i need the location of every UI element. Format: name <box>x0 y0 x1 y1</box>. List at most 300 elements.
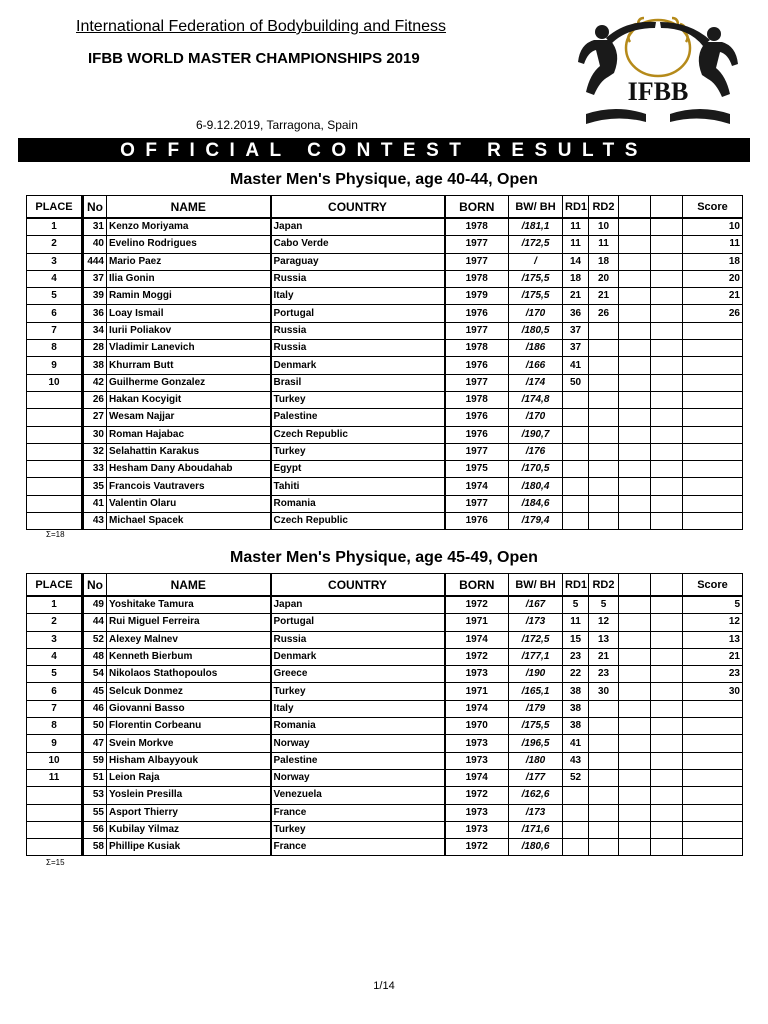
blank-cell <box>619 648 651 665</box>
blank-cell <box>619 236 651 253</box>
born-cell: 1976 <box>445 409 509 426</box>
bw-cell: /165,1 <box>509 683 563 700</box>
bw-cell: /177,1 <box>509 648 563 665</box>
name-header: NAME <box>107 574 271 597</box>
blank-cell <box>619 270 651 287</box>
results-table <box>26 573 743 856</box>
place-cell: 6 <box>27 683 83 700</box>
bw-cell: /184,6 <box>509 495 563 512</box>
place-cell <box>27 443 83 460</box>
blank-cell <box>651 426 683 443</box>
table-row <box>27 821 743 838</box>
score-cell: 23 <box>683 666 743 683</box>
rd2-cell: 26 <box>589 305 619 322</box>
country-cell: Paraguay <box>271 253 445 270</box>
results-table <box>26 195 743 530</box>
no-cell: 27 <box>83 409 107 426</box>
country-cell: Portugal <box>271 614 445 631</box>
name-cell: Roman Hajabac <box>107 426 271 443</box>
place-header: PLACE <box>27 196 83 219</box>
name-cell: Valentin Olaru <box>107 495 271 512</box>
born-cell: 1973 <box>445 752 509 769</box>
rd2-cell <box>589 357 619 374</box>
rd2-cell <box>589 718 619 735</box>
born-cell: 1975 <box>445 461 509 478</box>
place-cell <box>27 409 83 426</box>
born-cell: 1971 <box>445 614 509 631</box>
name-cell: Nikolaos Stathopoulos <box>107 666 271 683</box>
no-cell: 32 <box>83 443 107 460</box>
country-cell: Japan <box>271 596 445 614</box>
blank-header <box>619 196 651 219</box>
blank-cell <box>651 357 683 374</box>
venue-date: 6-9.12.2019, Tarragona, Spain <box>196 118 358 132</box>
score-cell <box>683 735 743 752</box>
bw-cell: /180,4 <box>509 478 563 495</box>
place-cell <box>27 426 83 443</box>
born-cell: 1973 <box>445 804 509 821</box>
name-cell: Vladimir Lanevich <box>107 340 271 357</box>
blank-cell <box>651 752 683 769</box>
no-cell: 56 <box>83 821 107 838</box>
blank-cell <box>651 718 683 735</box>
born-cell: 1974 <box>445 769 509 786</box>
no-cell: 28 <box>83 340 107 357</box>
blank-cell <box>651 391 683 408</box>
blank-cell <box>651 683 683 700</box>
no-cell: 40 <box>83 236 107 253</box>
name-cell: Svein Morkve <box>107 735 271 752</box>
table-row <box>27 495 743 512</box>
category-title: Master Men's Physique, age 40-44, Open <box>230 171 538 188</box>
score-cell <box>683 495 743 512</box>
name-cell: Giovanni Basso <box>107 700 271 717</box>
rd2-cell <box>589 787 619 804</box>
rd2-cell <box>589 340 619 357</box>
bw-cell: /172,5 <box>509 631 563 648</box>
score-header: Score <box>683 196 743 219</box>
table-row <box>27 288 743 305</box>
name-cell: Kubilay Yilmaz <box>107 821 271 838</box>
country-cell: Norway <box>271 735 445 752</box>
bw-cell: /170,5 <box>509 461 563 478</box>
table-row <box>27 340 743 357</box>
bw-cell: /179,4 <box>509 513 563 530</box>
score-cell <box>683 340 743 357</box>
blank-cell <box>651 461 683 478</box>
country-cell: France <box>271 804 445 821</box>
score-cell: 26 <box>683 305 743 322</box>
blank-cell <box>651 666 683 683</box>
blank-cell <box>619 374 651 391</box>
table-row <box>27 426 743 443</box>
bw-cell: /176 <box>509 443 563 460</box>
place-cell <box>27 804 83 821</box>
score-header: Score <box>683 574 743 597</box>
blank-cell <box>619 683 651 700</box>
table-row <box>27 735 743 752</box>
table-row <box>27 322 743 339</box>
blank-cell <box>619 391 651 408</box>
bw-cell: /167 <box>509 596 563 614</box>
country-cell: Denmark <box>271 648 445 665</box>
table-row <box>27 596 743 614</box>
country-cell: Turkey <box>271 683 445 700</box>
place-cell: 10 <box>27 374 83 391</box>
country-cell: France <box>271 839 445 856</box>
rd1-cell <box>563 839 589 856</box>
blank-cell <box>619 461 651 478</box>
bw-cell: /190 <box>509 666 563 683</box>
rd2-cell <box>589 752 619 769</box>
table-row <box>27 236 743 253</box>
country-cell: Russia <box>271 270 445 287</box>
score-cell: 11 <box>683 236 743 253</box>
place-cell: 9 <box>27 357 83 374</box>
rd2-cell: 10 <box>589 218 619 236</box>
blank-header <box>619 574 651 597</box>
born-cell: 1978 <box>445 340 509 357</box>
born-cell: 1979 <box>445 288 509 305</box>
rd1-cell: 18 <box>563 270 589 287</box>
table-row <box>27 666 743 683</box>
table-row <box>27 461 743 478</box>
blank-cell <box>619 631 651 648</box>
place-cell <box>27 495 83 512</box>
place-cell: 5 <box>27 288 83 305</box>
score-cell <box>683 443 743 460</box>
score-cell: 20 <box>683 270 743 287</box>
bw-cell: /162,6 <box>509 787 563 804</box>
blank-cell <box>619 787 651 804</box>
rd2-cell: 18 <box>589 253 619 270</box>
bw-cell: / <box>509 253 563 270</box>
table-row <box>27 513 743 530</box>
table-row <box>27 443 743 460</box>
rd2-cell: 30 <box>589 683 619 700</box>
name-cell: Kenzo Moriyama <box>107 218 271 236</box>
table-row <box>27 718 743 735</box>
name-cell: Selahattin Karakus <box>107 443 271 460</box>
country-cell: Denmark <box>271 357 445 374</box>
blank-cell <box>651 769 683 786</box>
place-header: PLACE <box>27 574 83 597</box>
place-cell: 11 <box>27 769 83 786</box>
name-cell: Iurii Poliakov <box>107 322 271 339</box>
rd2-cell: 12 <box>589 614 619 631</box>
place-cell: 3 <box>27 631 83 648</box>
rd2-cell <box>589 839 619 856</box>
blank-cell <box>651 648 683 665</box>
score-cell <box>683 752 743 769</box>
rd2-cell <box>589 461 619 478</box>
place-cell: 1 <box>27 218 83 236</box>
no-cell: 45 <box>83 683 107 700</box>
place-cell <box>27 839 83 856</box>
rd1-cell: 37 <box>563 340 589 357</box>
blank-cell <box>619 769 651 786</box>
rd2-cell <box>589 478 619 495</box>
born-header: BORN <box>445 574 509 597</box>
place-cell: 4 <box>27 270 83 287</box>
blank-cell <box>651 839 683 856</box>
rd2-cell: 21 <box>589 288 619 305</box>
place-cell: 7 <box>27 700 83 717</box>
rd1-cell <box>563 787 589 804</box>
blank-cell <box>651 700 683 717</box>
no-cell: 58 <box>83 839 107 856</box>
name-cell: Wesam Najjar <box>107 409 271 426</box>
table-row <box>27 218 743 236</box>
blank-cell <box>619 253 651 270</box>
bw-cell: /173 <box>509 804 563 821</box>
score-cell <box>683 374 743 391</box>
bw-header: BW/ BH <box>509 196 563 219</box>
blank-cell <box>619 322 651 339</box>
no-cell: 38 <box>83 357 107 374</box>
rd2-cell: 5 <box>589 596 619 614</box>
score-cell <box>683 409 743 426</box>
rd2-cell: 20 <box>589 270 619 287</box>
rd2-cell <box>589 700 619 717</box>
country-header: COUNTRY <box>271 196 445 219</box>
rd2-cell <box>589 804 619 821</box>
rd2-cell: 11 <box>589 236 619 253</box>
born-cell: 1974 <box>445 700 509 717</box>
rd1-cell <box>563 821 589 838</box>
bw-cell: /180,6 <box>509 839 563 856</box>
blank-cell <box>651 804 683 821</box>
score-cell <box>683 461 743 478</box>
table-row <box>27 270 743 287</box>
rd1-cell: 43 <box>563 752 589 769</box>
blank-cell <box>619 666 651 683</box>
score-cell: 21 <box>683 648 743 665</box>
born-cell: 1976 <box>445 426 509 443</box>
rd1-cell <box>563 513 589 530</box>
no-cell: 49 <box>83 596 107 614</box>
name-cell: Florentin Corbeanu <box>107 718 271 735</box>
blank-cell <box>619 700 651 717</box>
rd1-cell: 38 <box>563 718 589 735</box>
country-cell: Tahiti <box>271 478 445 495</box>
country-cell: Russia <box>271 340 445 357</box>
rd1-header: RD1 <box>563 574 589 597</box>
bw-cell: /181,1 <box>509 218 563 236</box>
rd1-cell <box>563 461 589 478</box>
name-cell: Yoshitake Tamura <box>107 596 271 614</box>
blank-cell <box>619 495 651 512</box>
name-cell: Ilia Gonin <box>107 270 271 287</box>
rd2-cell <box>589 821 619 838</box>
no-cell: 50 <box>83 718 107 735</box>
name-cell: Kenneth Bierbum <box>107 648 271 665</box>
born-cell: 1978 <box>445 391 509 408</box>
bw-cell: /186 <box>509 340 563 357</box>
rd2-cell <box>589 409 619 426</box>
name-cell: Alexey Malnev <box>107 631 271 648</box>
born-cell: 1977 <box>445 253 509 270</box>
no-cell: 53 <box>83 787 107 804</box>
place-cell: 4 <box>27 648 83 665</box>
country-cell: Japan <box>271 218 445 236</box>
country-cell: Turkey <box>271 821 445 838</box>
blank-cell <box>619 340 651 357</box>
bw-cell: /196,5 <box>509 735 563 752</box>
bw-cell: /170 <box>509 409 563 426</box>
country-cell: Brasil <box>271 374 445 391</box>
born-cell: 1973 <box>445 821 509 838</box>
rd1-cell: 5 <box>563 596 589 614</box>
rd2-cell: 21 <box>589 648 619 665</box>
no-cell: 59 <box>83 752 107 769</box>
blank-cell <box>651 305 683 322</box>
rd1-cell: 11 <box>563 236 589 253</box>
table-row <box>27 391 743 408</box>
no-cell: 47 <box>83 735 107 752</box>
table-row <box>27 752 743 769</box>
score-cell: 10 <box>683 218 743 236</box>
bw-cell: /171,6 <box>509 821 563 838</box>
no-cell: 41 <box>83 495 107 512</box>
blank-cell <box>619 821 651 838</box>
country-cell: Russia <box>271 631 445 648</box>
country-cell: Venezuela <box>271 787 445 804</box>
sigma-total: Σ=18 <box>46 530 65 539</box>
blank-cell <box>619 305 651 322</box>
name-cell: Hakan Kocyigit <box>107 391 271 408</box>
name-cell: Khurram Butt <box>107 357 271 374</box>
place-cell: 8 <box>27 718 83 735</box>
blank-cell <box>651 218 683 236</box>
score-cell <box>683 322 743 339</box>
no-cell: 54 <box>83 666 107 683</box>
blank-cell <box>651 735 683 752</box>
place-cell: 6 <box>27 305 83 322</box>
name-cell: Hesham Dany Aboudahab <box>107 461 271 478</box>
blank-header <box>651 574 683 597</box>
name-cell: Ramin Moggi <box>107 288 271 305</box>
table-row <box>27 357 743 374</box>
rd1-cell: 50 <box>563 374 589 391</box>
born-cell: 1977 <box>445 374 509 391</box>
no-cell: 36 <box>83 305 107 322</box>
table-row <box>27 769 743 786</box>
country-cell: Portugal <box>271 305 445 322</box>
score-cell <box>683 804 743 821</box>
rd2-cell <box>589 443 619 460</box>
country-cell: Czech Republic <box>271 426 445 443</box>
rd1-cell: 52 <box>563 769 589 786</box>
no-cell: 52 <box>83 631 107 648</box>
blank-cell <box>619 426 651 443</box>
blank-cell <box>651 631 683 648</box>
bw-cell: /174,8 <box>509 391 563 408</box>
blank-cell <box>619 718 651 735</box>
place-cell: 5 <box>27 666 83 683</box>
country-cell: Russia <box>271 322 445 339</box>
name-cell: Michael Spacek <box>107 513 271 530</box>
place-cell: 10 <box>27 752 83 769</box>
blank-cell <box>619 735 651 752</box>
born-cell: 1977 <box>445 236 509 253</box>
table-row <box>27 253 743 270</box>
no-cell: 39 <box>83 288 107 305</box>
place-cell <box>27 821 83 838</box>
blank-cell <box>651 340 683 357</box>
blank-cell <box>619 288 651 305</box>
no-header: No <box>83 196 107 219</box>
table-row <box>27 787 743 804</box>
rd1-cell <box>563 409 589 426</box>
name-cell: Loay Ismail <box>107 305 271 322</box>
bw-cell: /166 <box>509 357 563 374</box>
country-cell: Romania <box>271 718 445 735</box>
born-cell: 1972 <box>445 648 509 665</box>
rd2-cell <box>589 426 619 443</box>
blank-cell <box>651 288 683 305</box>
name-cell: Phillipe Kusiak <box>107 839 271 856</box>
blank-cell <box>619 614 651 631</box>
score-cell <box>683 700 743 717</box>
score-cell <box>683 769 743 786</box>
table-row <box>27 804 743 821</box>
born-cell: 1978 <box>445 218 509 236</box>
blank-cell <box>619 513 651 530</box>
page-number: 1/14 <box>373 980 395 992</box>
rd2-header: RD2 <box>589 574 619 597</box>
name-cell: Evelino Rodrigues <box>107 236 271 253</box>
score-cell <box>683 357 743 374</box>
blank-cell <box>619 752 651 769</box>
blank-cell <box>651 374 683 391</box>
name-header: NAME <box>107 196 271 219</box>
sigma-total: Σ=15 <box>46 858 65 867</box>
born-cell: 1977 <box>445 443 509 460</box>
no-cell: 55 <box>83 804 107 821</box>
blank-cell <box>619 839 651 856</box>
score-cell: 5 <box>683 596 743 614</box>
bw-cell: /175,5 <box>509 718 563 735</box>
name-cell: Selcuk Donmez <box>107 683 271 700</box>
score-cell <box>683 787 743 804</box>
blank-cell <box>651 614 683 631</box>
blank-cell <box>651 821 683 838</box>
place-cell <box>27 461 83 478</box>
no-cell: 51 <box>83 769 107 786</box>
score-cell: 18 <box>683 253 743 270</box>
championship-title: IFBB WORLD MASTER CHAMPIONSHIPS 2019 <box>88 50 420 67</box>
born-cell: 1976 <box>445 305 509 322</box>
born-cell: 1972 <box>445 596 509 614</box>
place-cell <box>27 787 83 804</box>
country-cell: Greece <box>271 666 445 683</box>
no-cell: 37 <box>83 270 107 287</box>
born-cell: 1978 <box>445 270 509 287</box>
country-cell: Romania <box>271 495 445 512</box>
bw-header: BW/ BH <box>509 574 563 597</box>
no-cell: 34 <box>83 322 107 339</box>
rd1-cell: 15 <box>563 631 589 648</box>
score-cell <box>683 718 743 735</box>
ifbb-logo <box>566 10 750 136</box>
bw-cell: /180,5 <box>509 322 563 339</box>
bw-cell: /175,5 <box>509 288 563 305</box>
rd2-cell <box>589 322 619 339</box>
rd1-cell: 38 <box>563 700 589 717</box>
country-cell: Italy <box>271 700 445 717</box>
table-row <box>27 478 743 495</box>
